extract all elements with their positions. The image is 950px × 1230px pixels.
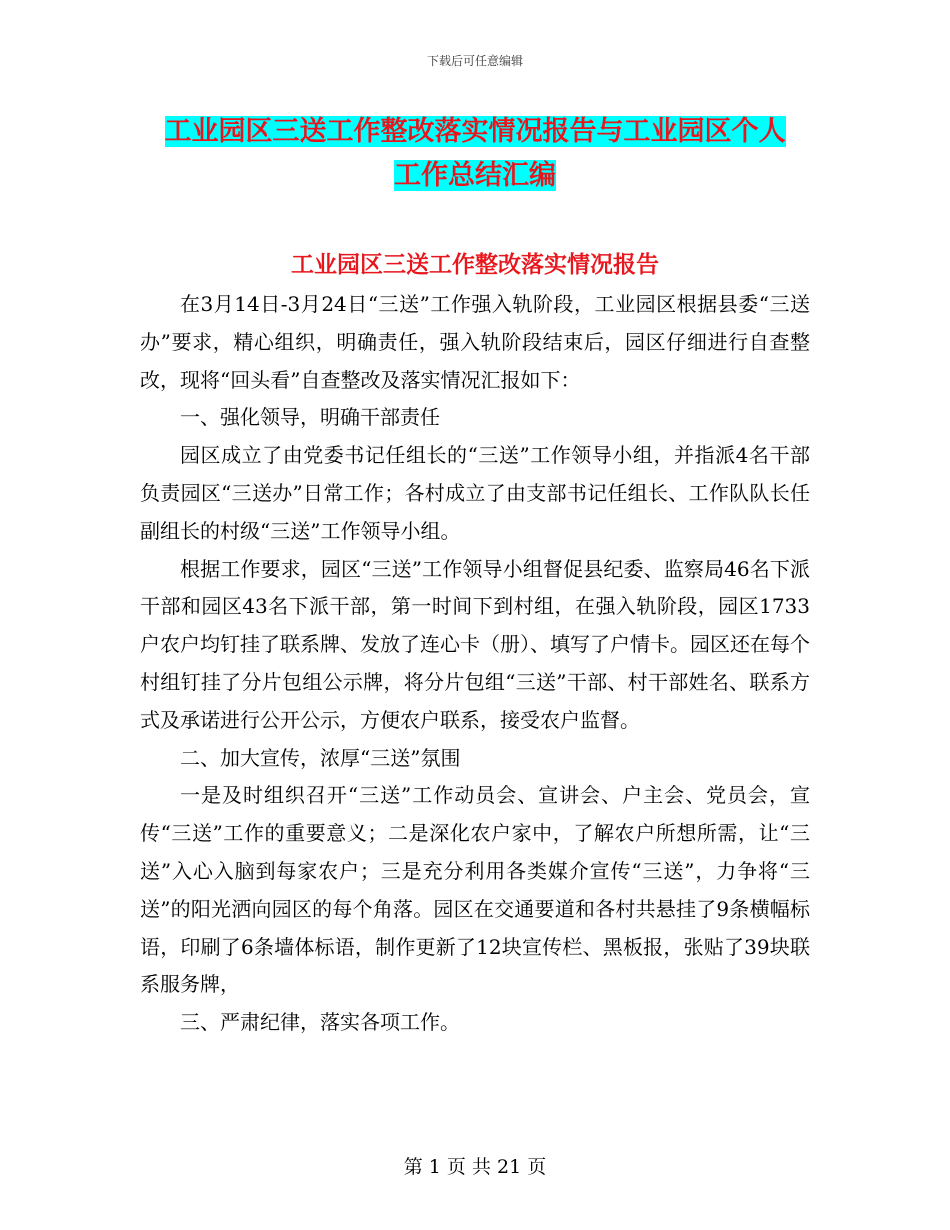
section-title: 工业园区三送工作整改落实情况报告 bbox=[291, 251, 659, 278]
section-heading: 二、加大宣传，浓厚“三送”氛围 bbox=[180, 745, 461, 770]
paragraph: 根据工作要求，园区“三送”工作领导小组督促县纪委、监察局46名下派干部和园区43名下派干部，第一时间下到村组，在强入轨阶段，园区1733户农户均钉挂了联系牌、发放了连心卡（册）、填写了户情卡。园区还在每个村组钉挂了分片包组公示牌，将分片包组“三送”干部、村干部姓名、联系方式及承诺进行公开公示，方便农户联系，接受农户监督。 bbox=[140, 556, 810, 732]
section-heading: 三、严肃纪律，落实各项工作。 bbox=[180, 1010, 460, 1035]
paragraph: 一是及时组织召开“三送”工作动员会、宣讲会、户主会、党员会，宣传“三送”工作的重要意义；二是深化农户家中，了解农户所想所需，让“三送”入心入脑到每家农户；三是充分利用各类媒介宣传“三送”，力争将“三送”的阳光洒向园区的每个角落。园区在交通要道和各村共悬挂了9条横幅标语，印刷了6条墙体标语，制作更新了12块宣传栏、黑板报，张贴了39块联系服务牌， bbox=[140, 783, 810, 997]
document-title-line-1: 工业园区三送工作整改落实情况报告与工业园区个人 bbox=[164, 116, 786, 147]
paragraph: 园区成立了由党委书记任组长的“三送”工作领导小组，并指派4名干部负责园区“三送办”日常工作；各村成立了由支部书记任组长、工作队队长任副组长的村级“三送”工作领导小组。 bbox=[140, 443, 810, 543]
document-title-line-2: 工作总结汇编 bbox=[394, 160, 556, 191]
document-body bbox=[140, 286, 810, 1042]
page-footer: 第 1 页 共 21 页 bbox=[403, 1156, 547, 1178]
section-heading: 一、强化领导，明确干部责任 bbox=[180, 405, 440, 430]
document-title bbox=[140, 110, 810, 198]
page-header-note: 下载后可任意编辑 bbox=[426, 54, 523, 68]
paragraph: 在3月14日-3月24日“三送”工作强入轨阶段，工业园区根据县委“三送办”要求，精心组织，明确责任，强入轨阶段结束后，园区仔细进行自查整改，现将“回头看”自查整改及落实情况汇报如下： bbox=[140, 292, 810, 392]
